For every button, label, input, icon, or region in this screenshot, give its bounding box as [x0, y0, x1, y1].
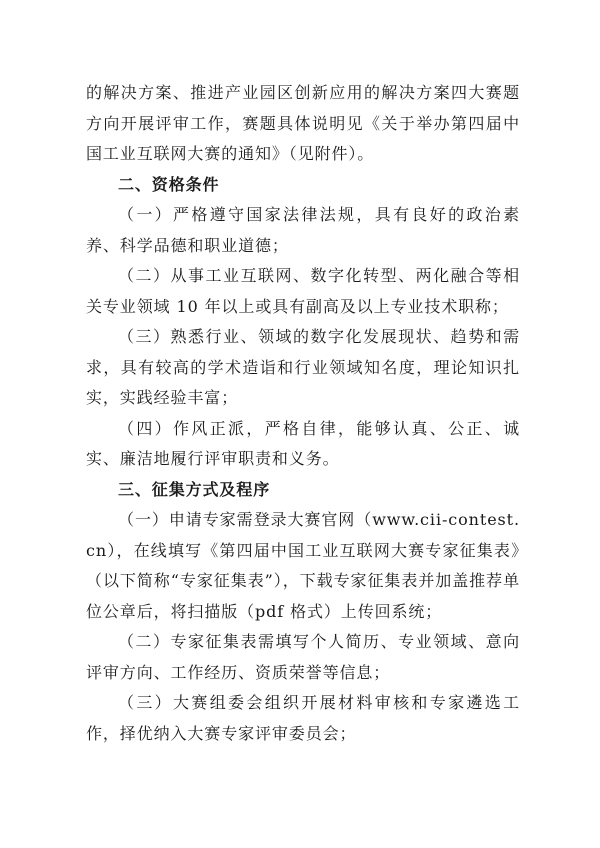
paragraph-procedure-1: （一）申请专家需登录大赛官网（www.cii-contest.cn），在线填写《第四届中国工业互联网大赛专家征集表》（以下简称“专家征集表”），下载专家征集表并加盖推荐单位公章后，将扫描版（pdf 格式）上传回系统；: [86, 510, 520, 621]
paragraph-qualification-4: （四）作风正派，严格自律，能够认真、公正、诚实、廉洁地履行评审职责和义务。: [86, 418, 520, 468]
paragraph-procedure-3: （三）大赛组委会组织开展材料审核和专家遴选工作，择优纳入大赛专家评审委员会；: [86, 693, 520, 743]
paragraph-procedure-2: （二）专家征集表需填写个人简历、专业领域、意向评审方向、工作经历、资质荣誉等信息；: [86, 632, 520, 682]
paragraph-continued-intro: 的解决方案、推进产业园区创新应用的解决方案四大赛题方向开展评审工作，赛题具体说明见《关于举办第四届中国工业互联网大赛的通知》（见附件）。: [86, 83, 520, 163]
section-heading-procedure: 三、征集方式及程序: [118, 479, 271, 499]
paragraph-qualification-1: （一）严格遵守国家法律法规，具有良好的政治素养、科学品德和职业道德；: [86, 205, 520, 255]
section-heading-qualifications: 二、资格条件: [118, 174, 220, 194]
paragraph-qualification-3: （三）熟悉行业、领域的数字化发展现状、趋势和需求，具有较高的学术造诣和行业领域知名度，理论知识扎实，实践经验丰富；: [86, 327, 520, 407]
paragraph-qualification-2: （二）从事工业互联网、数字化转型、两化融合等相关专业领域 10 年以上或具有副高及以上专业技术职称；: [86, 266, 520, 316]
document-body: [86, 78, 520, 749]
